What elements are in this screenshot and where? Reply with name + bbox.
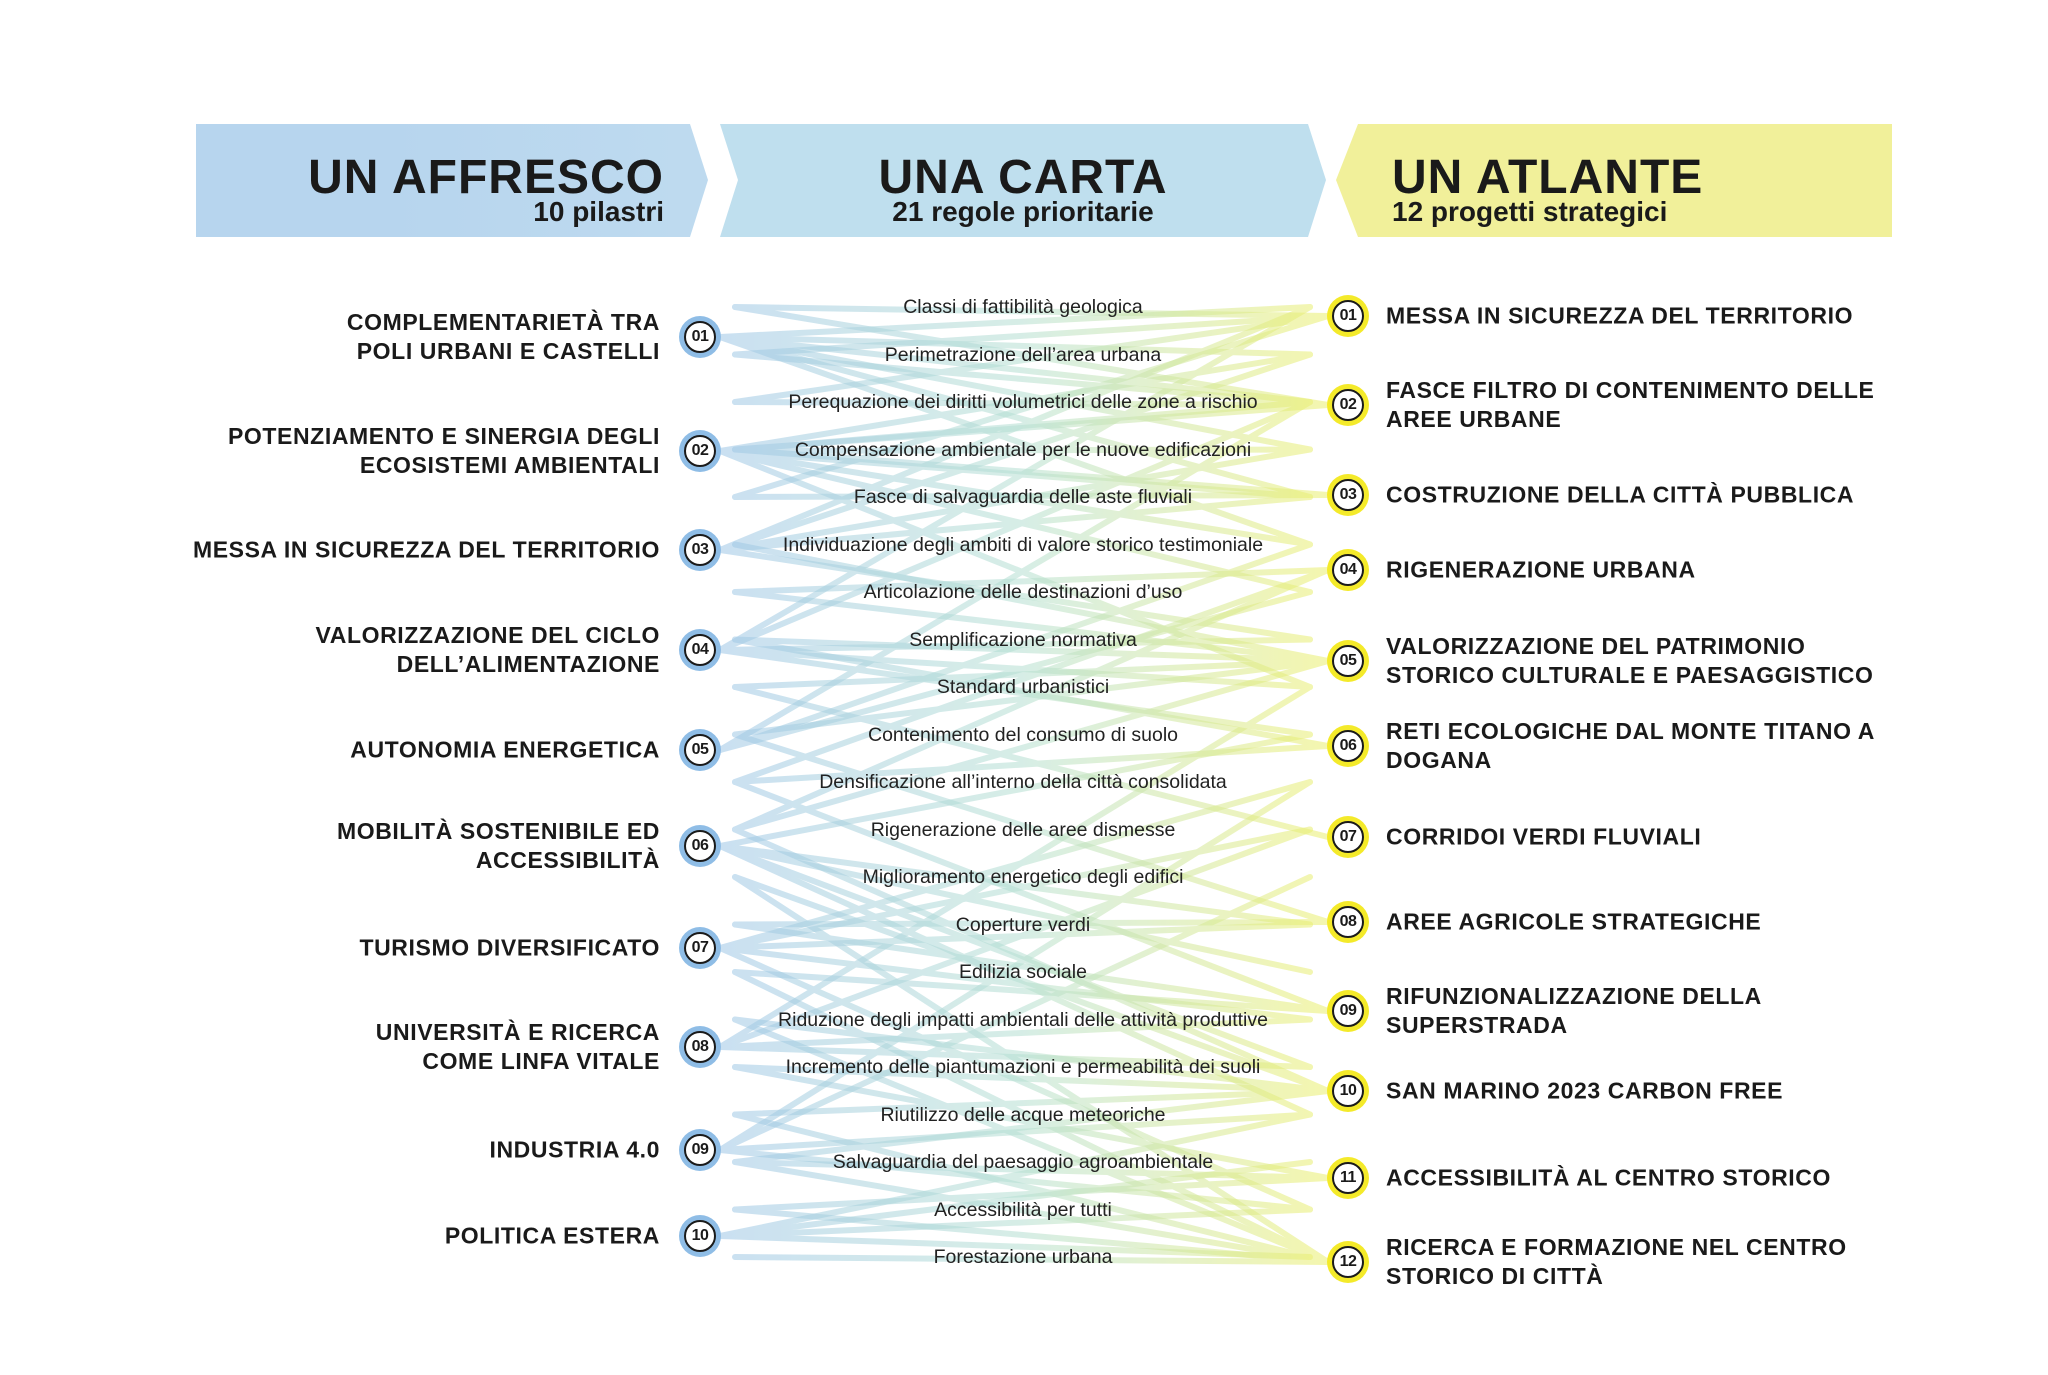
pillar-badge-02-number: 02 [684, 435, 716, 467]
pillar-label-line: COME LINFA VITALE [422, 1048, 660, 1074]
project-badge-01-number: 01 [1332, 300, 1364, 332]
rule-label: Salvaguardia del paesaggio agroambientale [832, 1151, 1214, 1173]
rule-label: Incremento delle piantumazioni e permeabilità dei suoli [785, 1056, 1261, 1078]
project-label-line: SUPERSTRADA [1386, 1012, 1568, 1038]
pillar-badge-01-number: 01 [684, 321, 716, 353]
project-badge-12 [1327, 1241, 1369, 1283]
project-label-line: ACCESSIBILITÀ AL CENTRO STORICO [1386, 1164, 1831, 1191]
pillar-label-line: DELL’ALIMENTAZIONE [396, 651, 660, 677]
rule-label: Fasce di salvaguardia delle aste fluviali [853, 486, 1193, 508]
pillar-label [100, 736, 660, 765]
project-label-line: STORICO DI CITTÀ [1386, 1263, 1604, 1289]
project-label-line: STORICO CULTURALE E PAESAGGISTICO [1386, 662, 1874, 688]
pillar-label-line: MESSA IN SICUREZZA DEL TERRITORIO [192, 536, 660, 563]
rule-label: Densificazione all’interno della città consolidata [819, 771, 1227, 793]
pillar-label-line: ACCESSIBILITÀ [475, 847, 660, 873]
pillar-label [100, 422, 660, 480]
pillar-badge-07 [679, 927, 721, 969]
project-badge-06-number: 06 [1332, 730, 1364, 762]
project-badge-05 [1327, 640, 1369, 682]
project-label-line: SAN MARINO 2023 CARBON FREE [1386, 1077, 1784, 1104]
pillar-label [100, 621, 660, 679]
pillar-badge-04-number: 04 [684, 634, 716, 666]
header-atlante-subtitle: 12 progetti strategici [1392, 196, 1668, 227]
rule-label: Miglioramento energetico degli edifici [862, 866, 1184, 888]
pillar-label [100, 308, 660, 366]
project-label [1386, 982, 1906, 1040]
pillar-label-line: ECOSISTEMI AMBIENTALI [359, 452, 660, 478]
pillar-label-line: AUTONOMIA ENERGETICA [350, 736, 660, 763]
pillar-label-line: UNIVERSITÀ E RICERCA [375, 1019, 660, 1045]
project-label [1386, 1164, 1906, 1193]
pillar-badge-09-number: 09 [684, 1134, 716, 1166]
pillar-badge-03 [679, 529, 721, 571]
pillar-badge-04 [679, 629, 721, 671]
project-label-line: RICERCA E FORMAZIONE NEL CENTRO [1386, 1234, 1847, 1260]
pillar-label-line: VALORIZZAZIONE DEL CICLO [315, 622, 660, 648]
project-badge-03 [1327, 474, 1369, 516]
project-label [1386, 481, 1906, 510]
project-badge-12-number: 12 [1332, 1246, 1364, 1278]
pillar-badge-08 [679, 1026, 721, 1068]
header-atlante [1336, 124, 1892, 237]
project-label [1386, 302, 1906, 331]
pillar-label [100, 536, 660, 565]
project-badge-02-number: 02 [1332, 389, 1364, 421]
pillar-badge-05-number: 05 [684, 734, 716, 766]
pillar-label-line: INDUSTRIA 4.0 [489, 1136, 660, 1163]
pillar-label [100, 1136, 660, 1165]
pillar-badge-06 [679, 825, 721, 867]
pillar-badge-02 [679, 430, 721, 472]
project-badge-03-number: 03 [1332, 479, 1364, 511]
pillar-label-line: COMPLEMENTARIETÀ TRA [346, 309, 660, 335]
rule-label: Riutilizzo delle acque meteoriche [880, 1103, 1166, 1126]
project-label-line: RIGENERAZIONE URBANA [1386, 556, 1696, 583]
project-badge-08-number: 08 [1332, 906, 1364, 938]
project-label-line: FASCE FILTRO DI CONTENIMENTO DELLE [1386, 377, 1875, 403]
project-badge-11 [1327, 1157, 1369, 1199]
project-label-line: AREE AGRICOLE STRATEGICHE [1386, 908, 1762, 935]
header-atlante-title: UN ATLANTE [1392, 151, 1704, 204]
pillar-badge-05 [679, 729, 721, 771]
rule-label: Semplificazione normativa [909, 628, 1137, 651]
project-label [1386, 556, 1906, 585]
project-label-line: VALORIZZAZIONE DEL PATRIMONIO [1386, 633, 1806, 659]
project-badge-07 [1327, 816, 1369, 858]
project-label [1386, 376, 1906, 434]
project-badge-09-number: 09 [1332, 995, 1364, 1027]
project-badge-02 [1327, 384, 1369, 426]
pillar-badge-03-number: 03 [684, 534, 716, 566]
rule-label: Perimetrazione dell’area urbana [884, 343, 1162, 366]
project-badge-09 [1327, 990, 1369, 1032]
rule-label: Rigenerazione delle aree dismesse [870, 818, 1176, 841]
pillar-label [100, 1018, 660, 1076]
project-label-line: DOGANA [1386, 747, 1492, 773]
rule-label: Individuazione degli ambiti di valore storico testimoniale [782, 533, 1264, 556]
pillar-label-line: POLITICA ESTERA [444, 1222, 660, 1249]
pillar-label-line: POLI URBANI E CASTELLI [356, 338, 660, 364]
rule-label: Accessibilità per tutti [934, 1198, 1112, 1221]
project-label-line: RIFUNZIONALIZZAZIONE DELLA [1386, 983, 1762, 1009]
header-carta-subtitle: 21 regole prioritarie [892, 196, 1154, 227]
pillar-badge-10-number: 10 [684, 1220, 716, 1252]
header-affresco-title: UN AFFRESCO [308, 151, 664, 204]
rule-label: Edilizia sociale [959, 961, 1087, 983]
project-badge-05-number: 05 [1332, 645, 1364, 677]
project-label [1386, 632, 1906, 690]
project-badge-06 [1327, 725, 1369, 767]
pillar-label [100, 934, 660, 963]
project-badge-01 [1327, 295, 1369, 337]
project-label-line: CORRIDOI VERDI FLUVIALI [1386, 823, 1702, 850]
project-label-line: COSTRUZIONE DELLA CITTÀ PUBBLICA [1386, 481, 1855, 508]
pillar-badge-01 [679, 316, 721, 358]
rule-label: Contenimento del consumo di suolo [867, 723, 1179, 746]
rule-label: Compensazione ambientale per le nuove edificazioni [794, 438, 1252, 461]
pillar-badge-10 [679, 1215, 721, 1257]
project-label-line: MESSA IN SICUREZZA DEL TERRITORIO [1386, 302, 1854, 329]
rule-label: Standard urbanistici [936, 676, 1110, 698]
pillar-label [100, 1222, 660, 1251]
project-badge-10 [1327, 1070, 1369, 1112]
header-carta [720, 124, 1326, 237]
project-badge-07-number: 07 [1332, 821, 1364, 853]
project-badge-11-number: 11 [1332, 1162, 1364, 1194]
project-badge-10-number: 10 [1332, 1075, 1364, 1107]
rule-label: Coperture verdi [955, 913, 1091, 936]
pillar-badge-09 [679, 1129, 721, 1171]
rule-label: Forestazione urbana [933, 1246, 1113, 1268]
rule-label: Articolazione delle destinazioni d’uso [863, 581, 1183, 603]
pillar-label-line: MOBILITÀ SOSTENIBILE ED [336, 818, 660, 844]
pillar-label-line: POTENZIAMENTO E SINERGIA DEGLI [227, 423, 660, 449]
pillar-badge-08-number: 08 [684, 1031, 716, 1063]
rule-label: Riduzione degli impatti ambientali delle attività produttive [778, 1008, 1268, 1031]
header-affresco-subtitle: 10 pilastri [533, 196, 664, 227]
pillar-label [100, 817, 660, 875]
header-carta-title: UNA CARTA [878, 151, 1168, 204]
project-label-line: AREE URBANE [1386, 406, 1562, 432]
rule-label: Classi di fattibilità geologica [903, 296, 1143, 318]
pillar-label-line: TURISMO DIVERSIFICATO [359, 934, 660, 961]
pillar-badge-06-number: 06 [684, 830, 716, 862]
project-badge-04 [1327, 549, 1369, 591]
project-label [1386, 1233, 1906, 1291]
project-badge-04-number: 04 [1332, 554, 1364, 586]
project-label [1386, 1077, 1906, 1106]
project-badge-08 [1327, 901, 1369, 943]
project-label [1386, 908, 1906, 937]
project-label [1386, 823, 1906, 852]
pillar-badge-07-number: 07 [684, 932, 716, 964]
rule-label: Perequazione dei diritti volumetrici delle zone a rischio [788, 391, 1258, 413]
header-affresco [196, 124, 708, 237]
project-label-line: RETI ECOLOGICHE DAL MONTE TITANO A [1386, 718, 1875, 744]
project-label [1386, 717, 1906, 775]
